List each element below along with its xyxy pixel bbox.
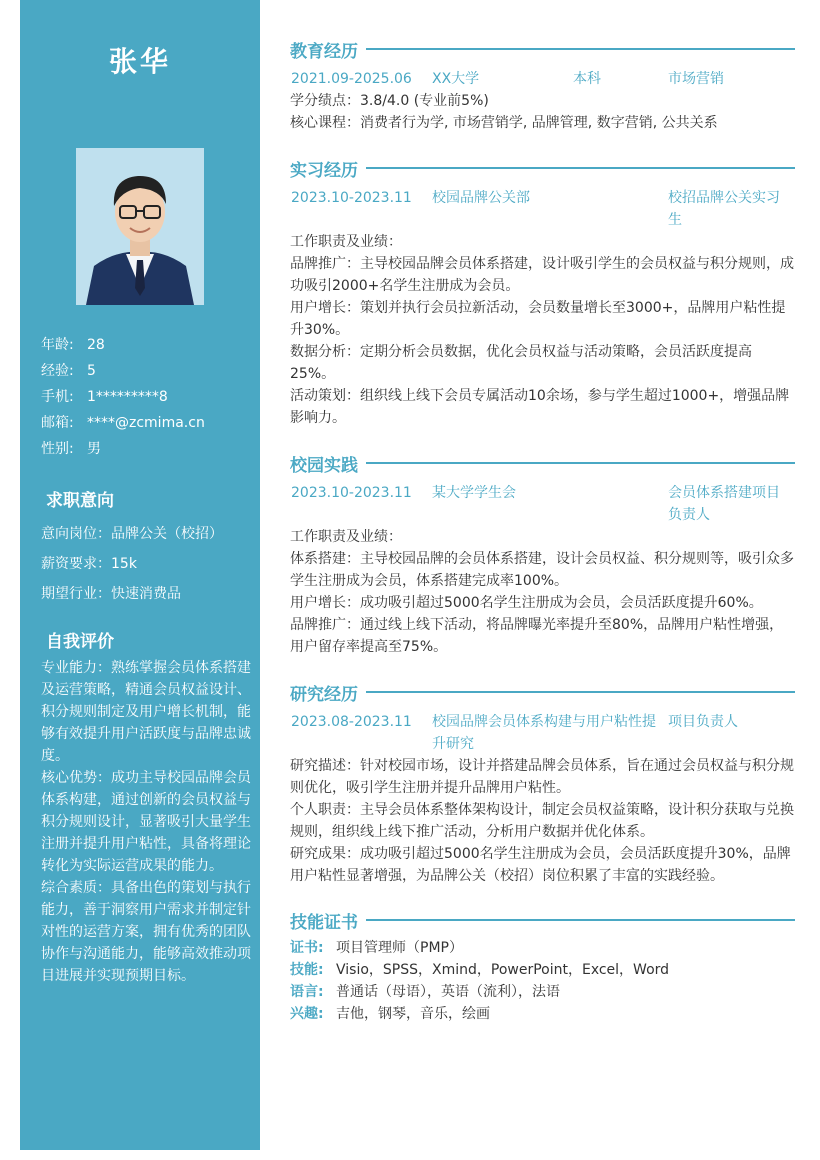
section-title: 技能证书: [290, 912, 358, 933]
section-divider: [366, 919, 795, 921]
info-row-gender: [41, 438, 251, 464]
basic-info: [41, 334, 251, 464]
section-divider: [366, 48, 795, 50]
detail-line: 个人职责：主导会员体系整体架构设计，制定会员权益策略，设计积分获取与兑换规则，组织线上线下推广活动，分析用户数据并优化体系。: [290, 802, 794, 840]
detail-line: 品牌推广：主导校园品牌会员体系搭建，设计吸引学生的会员权益与积分规则，成功吸引2000+名学生注册成为会员。: [290, 256, 794, 294]
intent-industry: 期望行业：快速消费品: [41, 586, 181, 602]
skill-row-skills: [290, 959, 795, 981]
skill-value: 普通话（母语），英语（流利），法语: [336, 984, 560, 1000]
self-eval-paragraph: 专业能力：熟练掌握会员体系搭建及运营策略，精通会员权益设计、积分规则制定及用户增长机制，能够有效提升用户活跃度与品牌忠诚度。: [41, 660, 251, 764]
self-evaluation: [41, 657, 263, 987]
skill-value: Visio，SPSS，Xmind，PowerPoint，Excel，Word: [336, 962, 670, 978]
section-divider: [366, 167, 795, 169]
sidebar: [20, 0, 260, 1150]
section-title: 研究经历: [290, 684, 358, 705]
self-eval-title: 自我评价: [46, 632, 114, 652]
research-section: [290, 679, 795, 887]
education-meta: [290, 68, 795, 90]
internship-role: 校招品牌公关实习生: [668, 190, 780, 228]
detail-line: 用户增长：成功吸引超过5000名学生注册成为会员，会员活跃度提升60%。: [290, 595, 763, 611]
detail-line: 体系搭建：主导校园品牌的会员体系搭建，设计会员权益、积分规则等，吸引众多学生注册成为会员，体系搭建完成率100%。: [290, 551, 794, 589]
skill-key: 证书:: [290, 940, 324, 956]
skill-key: 语言:: [290, 984, 324, 1000]
detail-line: 品牌推广：通过线上线下活动，将品牌曝光率提升至80%，品牌用户粘性增强，用户留存率提高至75%。: [290, 617, 784, 655]
detail-line: 工作职责及业绩：: [290, 529, 402, 545]
section-title: 校园实践: [290, 455, 358, 476]
job-intent: [41, 523, 256, 613]
self-eval-paragraph: 核心优势：成功主导校园品牌会员体系构建，通过创新的会员权益与积分规则设计，显著吸引大量学生注册并提升用户粘性，具备将理论转化为实际运营成果的能力。: [41, 770, 251, 874]
section-header: [290, 907, 795, 933]
internship-meta: [290, 187, 795, 231]
education-section: [290, 36, 795, 134]
internship-section: [290, 155, 795, 429]
campus-details: [290, 526, 795, 658]
skill-key: 技能:: [290, 962, 324, 978]
research-project: 校园品牌会员体系构建与用户粘性提升研究: [432, 714, 656, 752]
info-row-phone: [41, 386, 251, 412]
skill-value: 吉他，钢琴，音乐，绘画: [336, 1006, 490, 1022]
info-label: 经验:: [41, 363, 74, 379]
education-school: XX大学: [432, 71, 480, 87]
detail-line: 研究成果：成功吸引超过5000名学生注册成为会员，会员活跃度提升30%，品牌用户粘性显著增强，为品牌公关（校招）岗位积累了丰富的实践经验。: [290, 846, 791, 884]
research-role: 项目负责人: [668, 714, 738, 730]
skills-section: [290, 907, 795, 1025]
avatar: [76, 148, 204, 305]
research-date: 2023.08-2023.11: [291, 714, 412, 730]
info-label: 性别:: [41, 441, 74, 457]
campus-org: 某大学学生会: [432, 485, 516, 501]
skill-row-language: [290, 981, 795, 1003]
education-degree: 本科: [573, 71, 601, 87]
education-major: 市场营销: [668, 71, 724, 87]
intent-position: 意向岗位：品牌公关（校招）: [41, 526, 223, 542]
info-value: 男: [87, 441, 101, 457]
section-title: 教育经历: [290, 41, 358, 62]
self-eval-paragraph: 综合素质：具备出色的策划与执行能力，善于洞察用户需求并制定针对性的运营方案，拥有优秀的团队协作与沟通能力，能够高效推动项目进展并实现预期目标。: [41, 880, 251, 984]
detail-line: 活动策划：组织线上线下会员专属活动10余场，参与学生超过1000+，增强品牌影响力。: [290, 388, 790, 426]
info-label: 手机:: [41, 389, 74, 405]
research-meta: [290, 711, 795, 755]
section-title: 实习经历: [290, 160, 358, 181]
education-details: [290, 90, 795, 134]
section-header: [290, 36, 795, 62]
education-courses: 核心课程：消费者行为学, 市场营销学, 品牌管理, 数字营销, 公共关系: [290, 115, 718, 131]
section-header: [290, 155, 795, 181]
skill-row-certificate: [290, 937, 795, 959]
info-value: 5: [87, 363, 96, 379]
section-header: [290, 679, 795, 705]
internship-org: 校园品牌公关部: [432, 190, 530, 206]
intent-title: 求职意向: [46, 491, 114, 511]
section-divider: [366, 691, 795, 693]
internship-date: 2023.10-2023.11: [291, 190, 412, 206]
intent-salary: 薪资要求：15k: [41, 556, 137, 572]
skill-row-interests: [290, 1003, 795, 1025]
skill-value: 项目管理师（PMP）: [336, 940, 463, 956]
research-details: [290, 755, 795, 887]
education-date: 2021.09-2025.06: [291, 71, 412, 87]
detail-line: 研究描述：针对校园市场，设计并搭建品牌会员体系，旨在通过会员权益与积分规则优化，吸引学生注册并提升品牌用户粘性。: [290, 758, 794, 796]
profile-photo: [76, 148, 204, 305]
campus-role: 会员体系搭建项目负责人: [668, 485, 780, 523]
detail-line: 用户增长：策划并执行会员拉新活动，会员数量增长至3000+，品牌用户粘性提升30%。: [290, 300, 786, 338]
skill-key: 兴趣:: [290, 1006, 324, 1022]
campus-date: 2023.10-2023.11: [291, 485, 412, 501]
skills-list: [290, 937, 795, 1025]
section-divider: [366, 462, 795, 464]
detail-line: 工作职责及业绩：: [290, 234, 402, 250]
info-row-email: [41, 412, 251, 438]
info-value: 1*********8: [87, 389, 168, 405]
detail-line: 数据分析：定期分析会员数据，优化会员权益与活动策略，会员活跃度提高25%。: [290, 344, 752, 382]
campus-meta: [290, 482, 795, 526]
section-header: [290, 450, 795, 476]
info-label: 年龄:: [41, 337, 74, 353]
internship-details: [290, 231, 795, 429]
info-value: 28: [87, 337, 105, 353]
info-label: 邮箱:: [41, 415, 74, 431]
campus-section: [290, 450, 795, 658]
info-value: ****@zcmima.cn: [87, 415, 205, 431]
education-gpa: 学分绩点：3.8/4.0 (专业前5%): [290, 93, 489, 109]
info-row-age: [41, 334, 251, 360]
candidate-name: 张华: [108, 45, 171, 78]
info-row-experience: [41, 360, 251, 386]
